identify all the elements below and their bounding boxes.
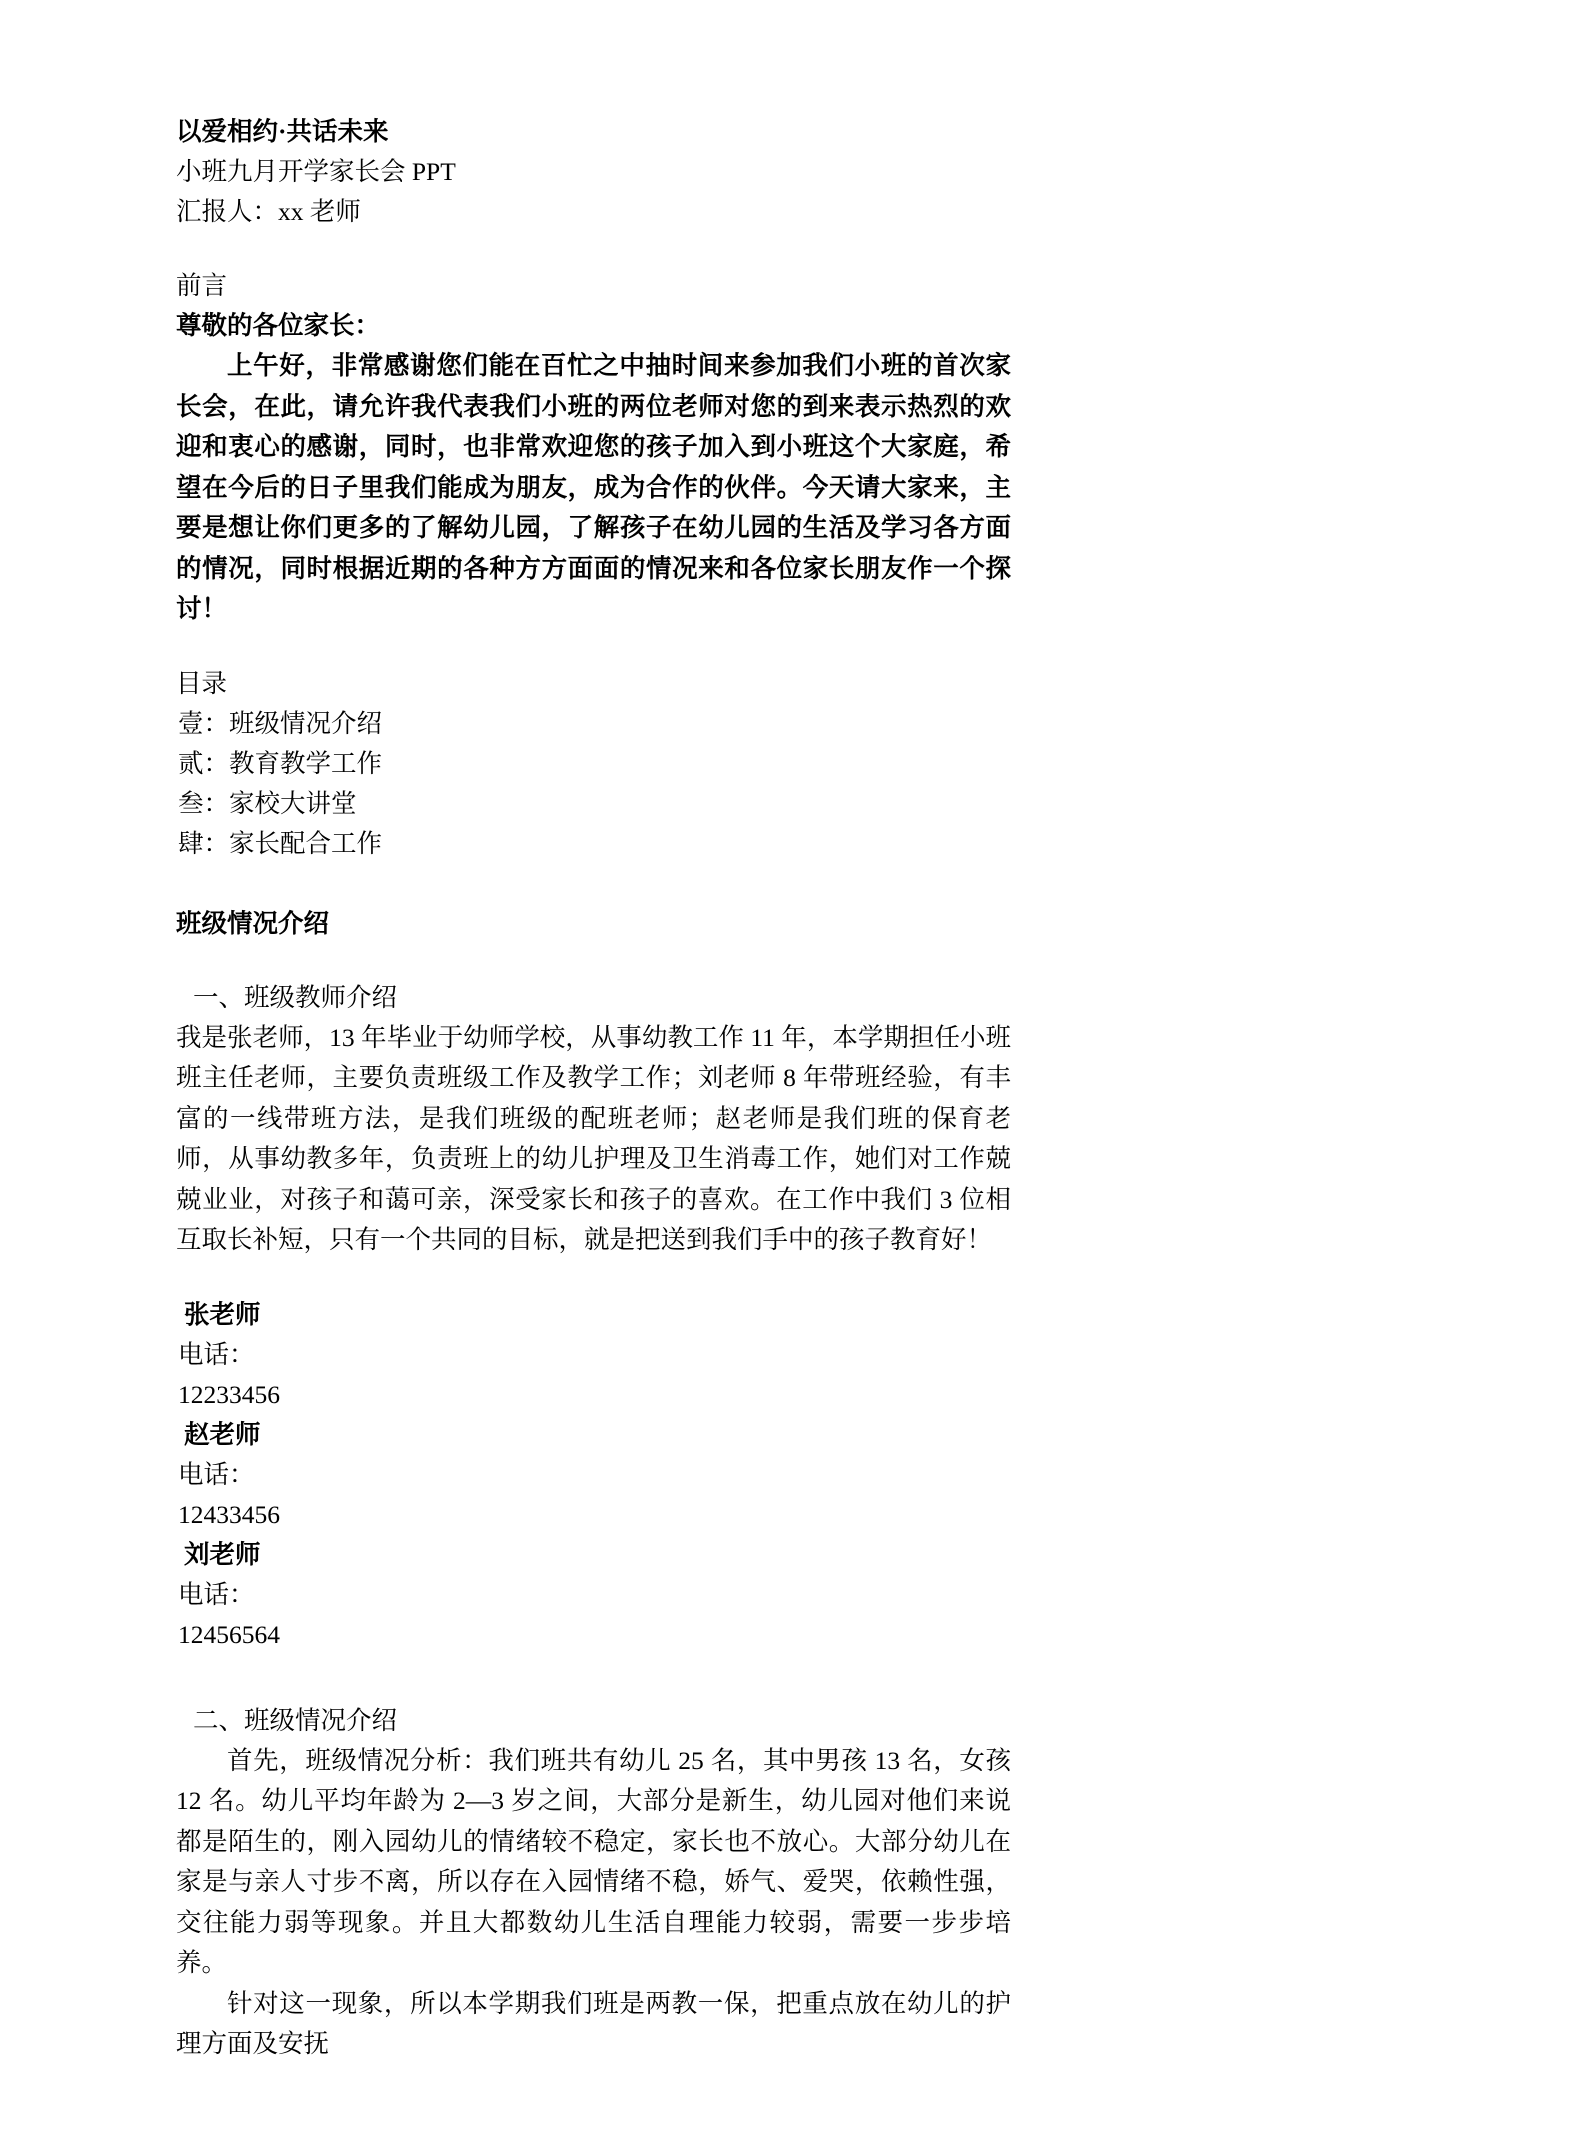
teacher-name: 刘老师 (184, 1539, 261, 1569)
phone-label: 电话： (178, 1579, 255, 1609)
phone-number: 12433456 (178, 1499, 280, 1529)
subsection-heading-teacher-intro: 一、班级教师介绍 (193, 982, 398, 1012)
preface-heading: 前言 (176, 271, 228, 300)
toc-item-2: 贰：教育教学工作 (178, 748, 383, 778)
subsection-heading-class-situation: 二、班级情况介绍 (193, 1705, 398, 1735)
document-title: 以爱相约·共话未来 (176, 117, 389, 146)
spacer (176, 1655, 1011, 1701)
document-presenter: 汇报人：xx 老师 (176, 197, 361, 226)
preface-salutation: 尊敬的各位家长： (176, 311, 381, 340)
spacer (176, 944, 1011, 978)
phone-number: 12233456 (178, 1379, 280, 1409)
teacher-intro-body: 我是张老师，13 年毕业于幼师学校，从事幼教工作 11 年，本学期担任小班班主任老师，主要负责班级工作及教学工作；刘老师 8 年带班经验，有丰富的一线带班方法，是我们班级的配班老师；赵老师是我们班的保育老师，从事幼教多年，负责班上的幼儿护理及卫生消毒工作，她们对工作兢兢业业，对孩子和蔼可亲，深受家长和孩子的喜欢。在工作中我们 3 位相互取长补短，只有一个共同的目标，就是把送到我们手中的孩子教育好！ (176, 1022, 1011, 1254)
spacer (176, 630, 1011, 664)
document-subtitle: 小班九月开学家长会 PPT (176, 157, 456, 186)
toc-item-1: 壹：班级情况介绍 (178, 708, 383, 738)
preface-body: 上午好，非常感谢您们能在百忙之中抽时间来参加我们小班的首次家长会，在此，请允许我代表我们小班的两位老师对您的到来表示热烈的欢迎和衷心的感谢，同时，也非常欢迎您的孩子加入到小班这个大家庭，希望在今后的日子里我们能成为朋友，成为合作的伙伴。今天请大家来，主要是想让你们更多的了解幼儿园，了解孩子在幼儿园的生活及学习各方面的情况，同时根据近期的各种方方面面的情况来和各位家长朋友作一个探讨！ (176, 351, 1011, 623)
spacer (176, 1261, 1011, 1295)
teacher-name: 张老师 (184, 1299, 261, 1329)
class-situation-paragraph-2: 针对这一现象，所以本学期我们班是两教一保，把重点放在幼儿的护理方面及安抚 (176, 1988, 1011, 2058)
section-heading-class-overview: 班级情况介绍 (176, 908, 330, 938)
phone-number: 12456564 (178, 1619, 280, 1649)
toc-heading: 目录 (176, 668, 228, 698)
toc-item-3: 叁：家校大讲堂 (178, 788, 357, 818)
class-situation-paragraph-1: 首先，班级情况分析：我们班共有幼儿 25 名，其中男孩 13 名，女孩 12 名。幼儿平均年龄为 2—3 岁之间，大部分是新生，幼儿园对他们来说都是陌生的，刚入园幼儿的情绪较不稳定，家长也不放心。大部分幼儿在家是与亲人寸步不离，所以存在入园情绪不稳，娇气、爱哭，依赖性强，交往能力弱等现象。并且大都数幼儿生活自理能力较弱，需要一步步培养。 (176, 1745, 1018, 1977)
phone-label: 电话： (178, 1459, 255, 1489)
toc-item-4: 肆：家长配合工作 (178, 828, 383, 858)
teacher-name: 赵老师 (184, 1419, 261, 1449)
phone-label: 电话： (178, 1339, 255, 1369)
spacer (176, 864, 1011, 904)
teacher-contact-list (176, 1295, 1011, 1655)
document-body (176, 112, 1018, 2065)
spacer (176, 232, 1011, 266)
